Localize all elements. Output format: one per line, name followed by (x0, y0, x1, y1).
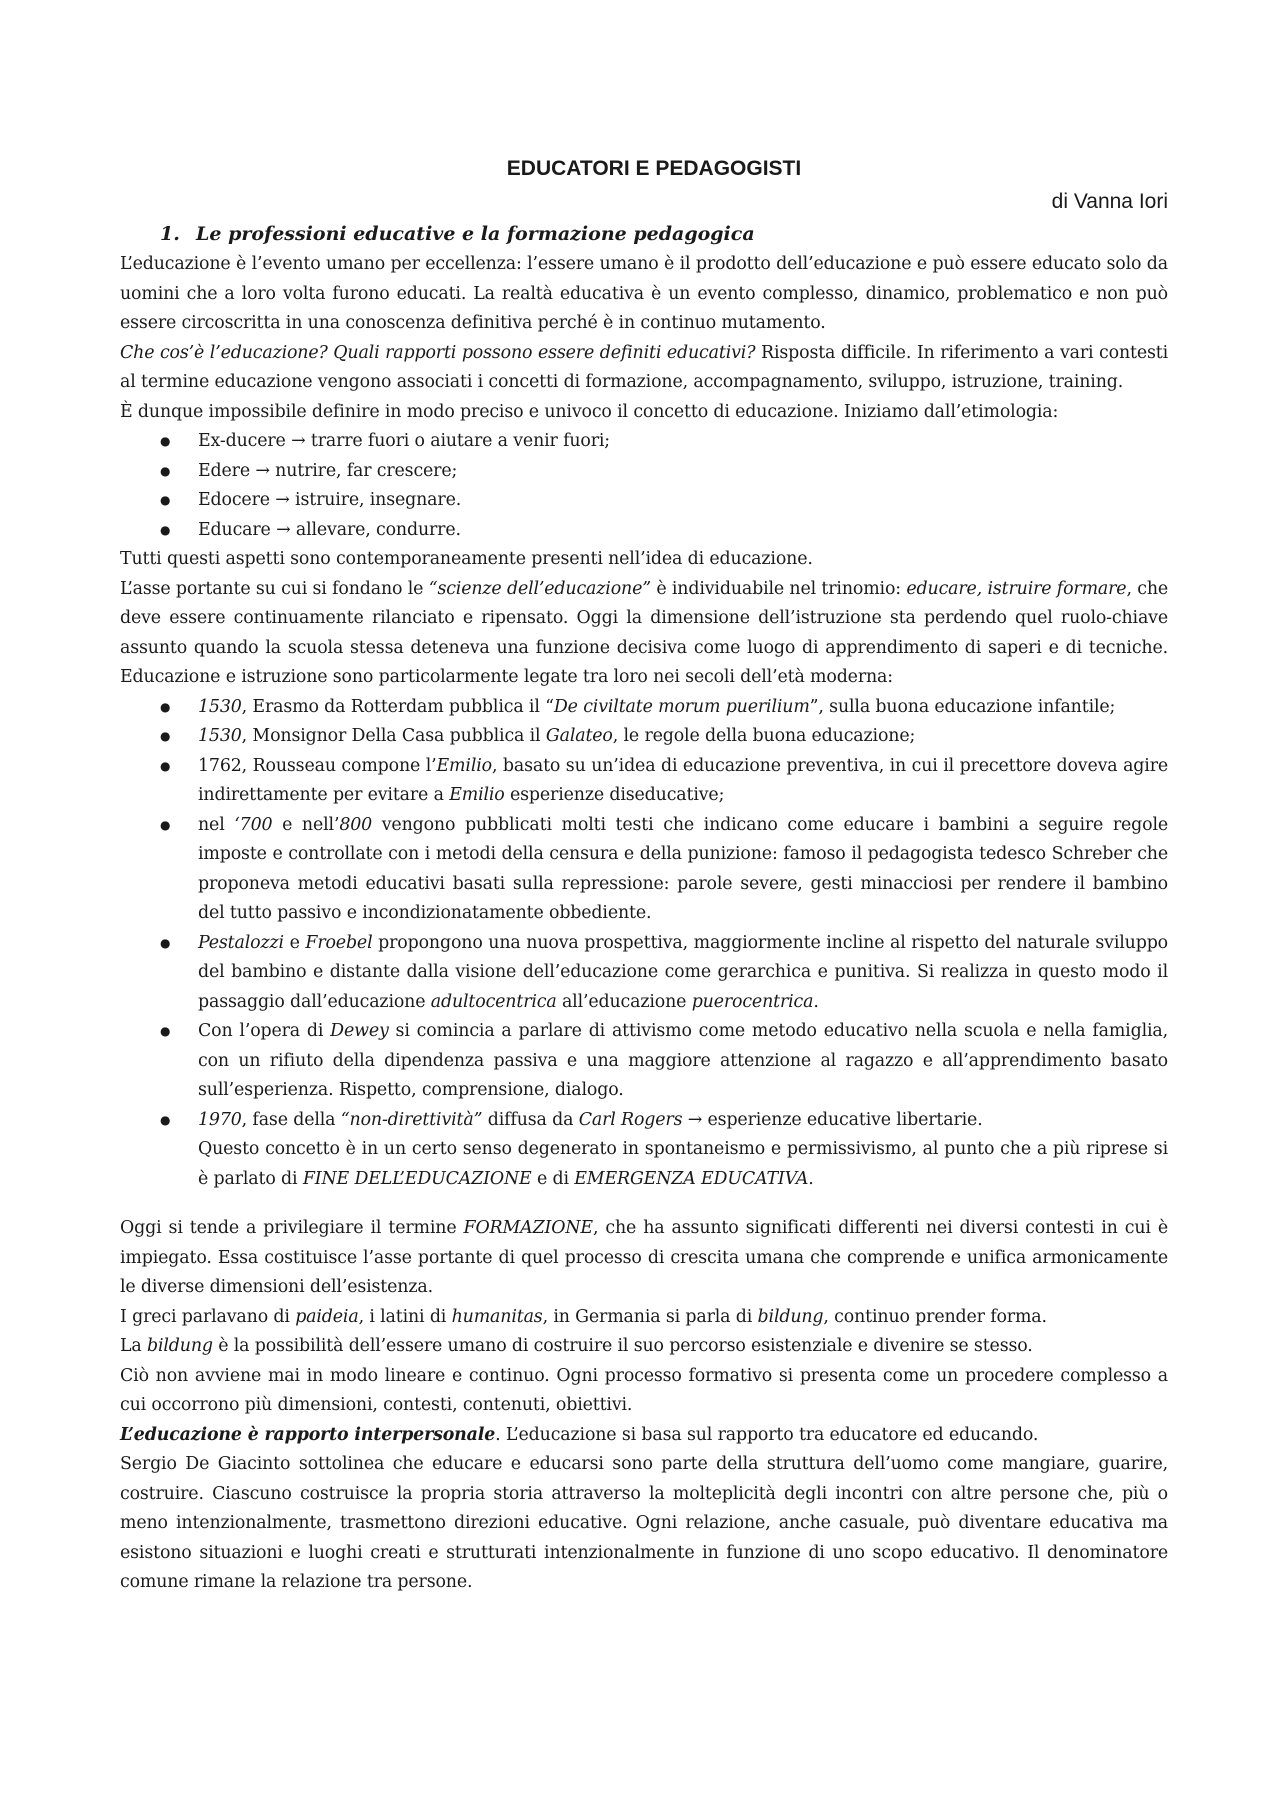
list-item: ● Educare → allevare, condurre. (160, 516, 1168, 546)
text-span: FORMAZIONE (463, 1218, 593, 1238)
text-span: , in Germania si parla di (542, 1306, 758, 1327)
section-heading (160, 218, 1168, 250)
text-span: Dewey (330, 1021, 389, 1041)
text-span: e (283, 932, 306, 953)
text-span: paideia (295, 1306, 359, 1327)
list-item: ● Edocere → istruire, insegnare. (160, 486, 1168, 516)
list-item (160, 693, 1168, 723)
question-text: Che cos’è l’educazione? Quali rapporti possono essere definiti educativi? (120, 342, 756, 363)
text-span: è la possibilità dell’essere umano di costruire il suo percorso esistenziale e divenire se stesso. (212, 1336, 1033, 1356)
text-span: vengono pubblicati molti testi che indicano come educare i bambini a seguire regole imposte e controllate con i metodi della censura e della punizione: famoso il pedagogista tedesco Schreber che proponeva metodi educativi basati sulla repressione: parole severe, gesti minacciosi per rendere il bambino del tutto passivo e incondizionatamente obbediente. (198, 814, 1169, 923)
document-title: EDUCATORI E PEDAGOGISTI (506, 157, 802, 180)
text-span: Pestalozzi (198, 932, 284, 953)
text-span: si comincia a parlare di attivismo come metodo educativo nella scuola e nella famiglia, con un rifiuto della dipendenza passiva e una maggiore attenzione al ragazzo e all’apprendimento basato sull’esperienza. Rispetto, comprensione, dialogo. (198, 1021, 1168, 1100)
text-span: Emilio (436, 755, 492, 776)
paragraph-formazione (120, 1214, 1168, 1303)
text-span: Oggi si tende a privilegiare il termine (120, 1218, 464, 1238)
text-span: , le regole della buona educazione; (612, 726, 916, 746)
text-span: e di (531, 1168, 575, 1189)
paragraph-trinomio (120, 575, 1168, 693)
text-span: EMERGENZA EDUCATIVA (574, 1168, 809, 1189)
history-list (120, 693, 1168, 1195)
paragraph-question (120, 339, 1168, 398)
text-span: puerocentrica (691, 991, 814, 1012)
text-span: bildung (757, 1306, 824, 1327)
list-item (160, 811, 1168, 929)
text-span: Froebel (305, 932, 373, 953)
text-span: e nell’ (272, 814, 340, 835)
list-item (160, 752, 1168, 811)
text-span: “non-direttività” (340, 1109, 483, 1130)
list-item: ● Edere → nutrire, far crescere; (160, 457, 1168, 487)
text-span: Questo concetto è in un certo senso degenerato in spontaneismo e permissivismo, al punto che a più riprese si è parlato di (198, 1139, 1168, 1189)
text-span: 800 (339, 814, 373, 835)
text-span: Carl Rogers (578, 1109, 683, 1130)
text-span: 1530 (198, 696, 242, 717)
text-span: , basato su un’idea di educazione preventiva, in cui il precettore doveva agire indirettamente per evitare a (198, 755, 1168, 805)
text-span: all’educazione (556, 991, 692, 1012)
text-span: Galateo (545, 726, 613, 746)
text-span: , Erasmo da Rotterdam pubblica il “ (241, 696, 554, 717)
section-title: Le professioni educative e la formazione pedagogica (196, 223, 755, 245)
text-span: 1762, Rousseau compone l’ (198, 755, 437, 776)
text-span: L’asse portante su cui si fondano le (120, 578, 429, 599)
list-item (160, 1106, 1168, 1195)
text-span: , Monsignor Della Casa pubblica il (241, 726, 546, 746)
text-span: è individuabile nel trinomio: (650, 578, 907, 599)
text-span: educare, istruire formare (906, 578, 1127, 599)
list-item (160, 722, 1168, 752)
section-number: 1. (160, 223, 180, 245)
paragraph-aspects: Tutti questi aspetti sono contemporaneamente presenti nell’idea di educazione. (120, 549, 813, 569)
text-span: La (120, 1336, 147, 1356)
text-span: ‘700 (234, 814, 273, 835)
question-answer: Risposta difficile. In riferimento a vari contesti al termine educazione vengono associati i concetti di formazione, accompagnamento, sviluppo, istruzione, training. (120, 342, 1168, 392)
text-span: . L’educazione si basa sul rapporto tra educatore ed educando. (495, 1424, 1039, 1445)
list-item (160, 929, 1168, 1018)
text-span: diffusa da (482, 1109, 579, 1130)
text-span: I greci parlavano di (120, 1306, 296, 1327)
text-span: 1530 (198, 726, 242, 746)
text-span: propongono una nuova prospettiva, maggiormente incline al rispetto del naturale sviluppo del bambino e distante dalla visione dell’educazione come gerarchica e punitiva. Si realizza in questo modo il passaggio dall’educazione (198, 932, 1169, 1012)
paragraph-processo: Ciò non avviene mai in modo lineare e continuo. Ogni processo formativo si presenta come un procedere complesso a cui occorrono più dimensioni, contesti, contenuti, obiettivi. (120, 1365, 1168, 1415)
text-span: FINE DELL’EDUCAZIONE (302, 1168, 532, 1189)
text-span: , che deve essere continuamente rilanciato e ripensato. Oggi la dimensione dell’istruzione sta perdendo quel ruolo-chiave assunto quando la scuola stessa deteneva una funzione decisiva come luogo di apprendimento di saperi e di tecniche. Educazione e istruzione sono particolarmente legate tra loro nei secoli dell’età moderna: (120, 578, 1169, 687)
paragraph-bildung (120, 1332, 1168, 1362)
paragraph-de-giacinto: Sergio De Giacinto sottolinea che educare e educarsi sono parte della struttura dell’uomo come mangiare, guarire, costruire. Ciascuno costruisce la propria storia attraverso la molteplicità degli incontri con altre persone che, più o meno intenzionalmente, trasmettono direzioni educative. Ogni relazione, anche casuale, può diventare educativa ma esistono situazioni e luoghi creati e strutturati intenzionalmente in funzione di uno scopo educativo. Il denominatore comune rimane la relazione tra persone. (120, 1454, 1168, 1592)
text-span: bildung (147, 1336, 213, 1356)
text-span: . (808, 1168, 814, 1189)
etymology-list (120, 427, 1168, 545)
text-span: humanitas (451, 1306, 543, 1327)
list-item: ● Ex-ducere → trarre fuori o aiutare a venir fuori; (160, 427, 1168, 457)
text-span: , che ha assunto significati differenti nei diversi contesti in cui è impiegato. Essa costituisce l’asse portante di quel processo di crescita umana che comprende e unifica armonicamente le diverse dimensioni dell’esistenza. (120, 1218, 1168, 1297)
paragraph-rapporto (120, 1421, 1168, 1451)
text-span: L’educazione è rapporto interpersonale (120, 1424, 496, 1445)
text-span: , continuo prender forma. (823, 1306, 1047, 1327)
text-span: ”, sulla buona educazione infantile; (809, 696, 1116, 717)
spacer (120, 1194, 1168, 1214)
text-span: → esperienze educative libertarie. (682, 1109, 983, 1130)
text-span: adultocentrica (430, 991, 557, 1012)
paragraph-etymology-intro: È dunque impossibile definire in modo preciso e univoco il concetto di educazione. Iniziamo dall’etimologia: (120, 401, 1059, 422)
paragraph-intro: L’educazione è l’evento umano per eccellenza: l’essere umano è il prodotto dell’educazione e può essere educato solo da uomini che a loro volta furono educati. La realtà educativa è un evento complesso, dinamico, problematico e non può essere circoscritta in una conoscenza definitiva perché è in continuo mutamento. (120, 254, 1168, 333)
text-span: , i latini di (358, 1306, 452, 1327)
paragraph-paideia (120, 1303, 1168, 1333)
text-span: Con l’opera di (198, 1021, 331, 1041)
list-item (160, 1017, 1168, 1106)
author-line: di Vanna Iori (1051, 190, 1168, 213)
text-span: De civiltate morum puerilium (553, 696, 810, 717)
text-span: Emilio (449, 785, 505, 805)
text-span: , fase della (241, 1109, 341, 1130)
text-span: nel (198, 814, 235, 835)
text-span: 1970 (198, 1109, 242, 1130)
text-span: . (813, 991, 819, 1012)
text-span: “scienze dell’educazione” (428, 578, 651, 599)
text-span: esperienze diseducative; (504, 785, 725, 805)
